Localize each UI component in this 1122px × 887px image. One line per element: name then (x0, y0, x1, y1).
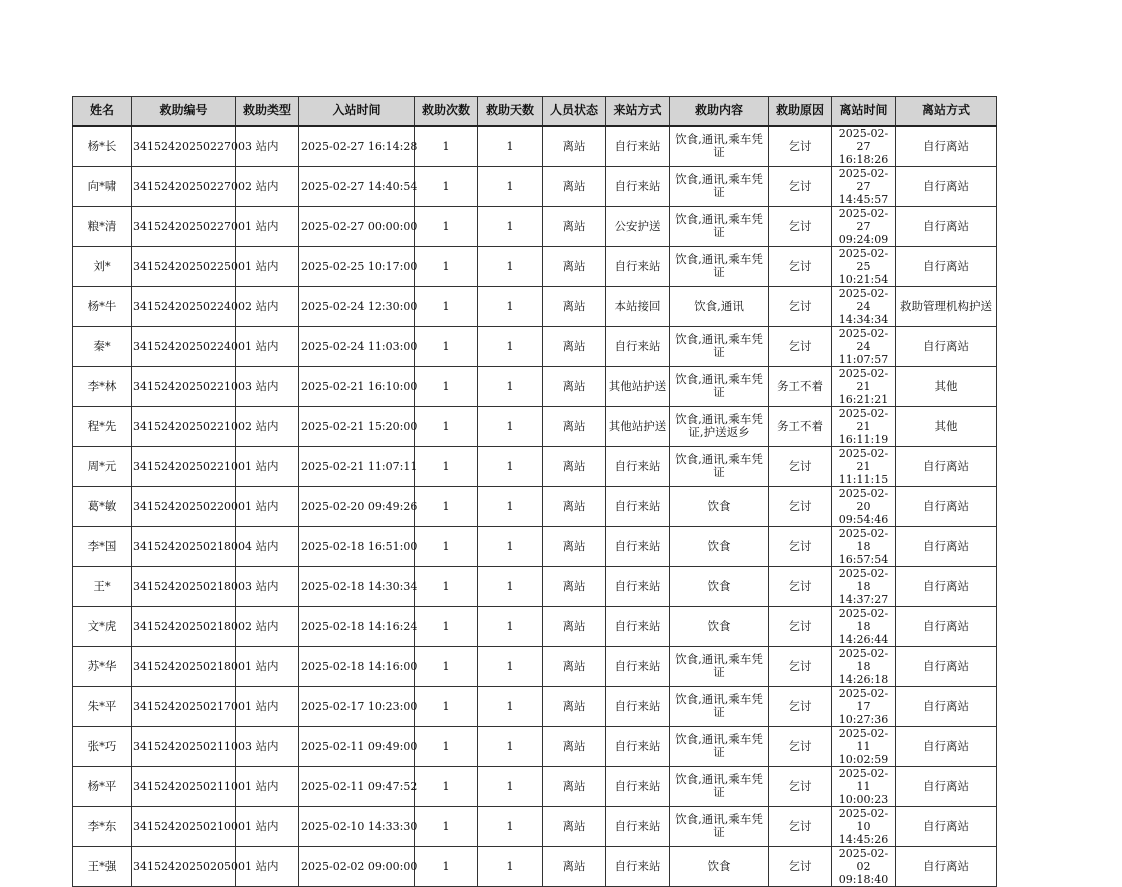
cell-name: 杨*平 (73, 766, 132, 806)
header-rescue-content: 救助内容 (670, 97, 769, 126)
cell-rescue-reason: 乞讨 (769, 566, 832, 606)
cell-rescue-content: 饮食,通讯,乘车凭证 (670, 766, 769, 806)
cell-rescue-content: 饮食,通讯,乘车凭证 (670, 806, 769, 846)
cell-rescue-type: 站内 (236, 846, 299, 886)
cell-entry-time: 2025-02-18 16:51:00 (299, 526, 415, 566)
cell-person-status: 离站 (543, 766, 606, 806)
cell-person-status: 离站 (543, 246, 606, 286)
cell-rescue-id: 34152420250210001 (132, 806, 236, 846)
cell-rescue-type: 站内 (236, 326, 299, 366)
cell-rescue-count: 1 (415, 246, 478, 286)
cell-person-status: 离站 (543, 566, 606, 606)
cell-rescue-type: 站内 (236, 166, 299, 206)
cell-person-status: 离站 (543, 166, 606, 206)
cell-leave-method: 自行离站 (896, 606, 997, 646)
cell-leave-method: 自行离站 (896, 686, 997, 726)
cell-person-status: 离站 (543, 846, 606, 886)
cell-rescue-reason: 乞讨 (769, 126, 832, 167)
table-row (73, 246, 997, 286)
cell-rescue-content: 饮食,通讯,乘车凭证 (670, 206, 769, 246)
cell-name: 程*先 (73, 406, 132, 446)
cell-arrival-method: 其他站护送 (606, 366, 670, 406)
cell-rescue-id: 34152420250218003 (132, 566, 236, 606)
cell-rescue-count: 1 (415, 726, 478, 766)
cell-rescue-count: 1 (415, 486, 478, 526)
cell-arrival-method: 自行来站 (606, 766, 670, 806)
cell-entry-time: 2025-02-25 10:17:00 (299, 246, 415, 286)
cell-person-status: 离站 (543, 486, 606, 526)
cell-rescue-content: 饮食,通讯,乘车凭证 (670, 126, 769, 167)
cell-arrival-method: 自行来站 (606, 646, 670, 686)
cell-person-status: 离站 (543, 606, 606, 646)
cell-leave-time: 2025-02-18 16:57:54 (832, 526, 896, 566)
cell-rescue-count: 1 (415, 526, 478, 566)
cell-rescue-type: 站内 (236, 526, 299, 566)
cell-leave-time: 2025-02-18 14:26:18 (832, 646, 896, 686)
cell-arrival-method: 自行来站 (606, 606, 670, 646)
cell-arrival-method: 自行来站 (606, 726, 670, 766)
cell-leave-method: 自行离站 (896, 206, 997, 246)
cell-rescue-reason: 乞讨 (769, 726, 832, 766)
cell-rescue-days: 1 (478, 366, 543, 406)
cell-rescue-id: 34152420250224001 (132, 326, 236, 366)
cell-name: 周*元 (73, 446, 132, 486)
cell-leave-time: 2025-02-02 09:18:40 (832, 846, 896, 886)
cell-rescue-content: 饮食,通讯,乘车凭证 (670, 686, 769, 726)
table-row (73, 526, 997, 566)
cell-leave-time: 2025-02-24 14:34:34 (832, 286, 896, 326)
cell-rescue-days: 1 (478, 766, 543, 806)
cell-rescue-count: 1 (415, 126, 478, 167)
cell-leave-method: 自行离站 (896, 126, 997, 167)
cell-leave-method: 自行离站 (896, 806, 997, 846)
cell-name: 刘* (73, 246, 132, 286)
cell-rescue-type: 站内 (236, 646, 299, 686)
cell-person-status: 离站 (543, 326, 606, 366)
cell-rescue-days: 1 (478, 126, 543, 167)
cell-rescue-content: 饮食,通讯 (670, 286, 769, 326)
cell-leave-method: 自行离站 (896, 326, 997, 366)
cell-rescue-content: 饮食,通讯,乘车凭证 (670, 646, 769, 686)
table-row (73, 766, 997, 806)
cell-leave-method: 自行离站 (896, 726, 997, 766)
cell-rescue-content: 饮食,通讯,乘车凭证 (670, 366, 769, 406)
cell-rescue-reason: 乞讨 (769, 766, 832, 806)
cell-rescue-reason: 乞讨 (769, 686, 832, 726)
table-row (73, 566, 997, 606)
cell-rescue-id: 34152420250205001 (132, 846, 236, 886)
cell-rescue-type: 站内 (236, 766, 299, 806)
cell-entry-time: 2025-02-18 14:30:34 (299, 566, 415, 606)
cell-leave-method: 自行离站 (896, 166, 997, 206)
cell-rescue-reason: 乞讨 (769, 526, 832, 566)
cell-rescue-count: 1 (415, 846, 478, 886)
cell-rescue-count: 1 (415, 166, 478, 206)
cell-rescue-id: 34152420250220001 (132, 486, 236, 526)
cell-rescue-content: 饮食,通讯,乘车凭证 (670, 446, 769, 486)
cell-rescue-count: 1 (415, 406, 478, 446)
cell-entry-time: 2025-02-18 14:16:00 (299, 646, 415, 686)
cell-leave-method: 自行离站 (896, 486, 997, 526)
cell-entry-time: 2025-02-27 16:14:28 (299, 126, 415, 167)
cell-rescue-count: 1 (415, 366, 478, 406)
cell-rescue-type: 站内 (236, 246, 299, 286)
cell-rescue-reason: 乞讨 (769, 166, 832, 206)
cell-leave-time: 2025-02-27 14:45:57 (832, 166, 896, 206)
cell-name: 杨*牛 (73, 286, 132, 326)
cell-rescue-days: 1 (478, 606, 543, 646)
table-row (73, 166, 997, 206)
cell-person-status: 离站 (543, 526, 606, 566)
cell-leave-method: 自行离站 (896, 766, 997, 806)
cell-person-status: 离站 (543, 286, 606, 326)
table-body (73, 126, 997, 887)
cell-arrival-method: 自行来站 (606, 846, 670, 886)
cell-leave-method: 自行离站 (896, 646, 997, 686)
cell-rescue-type: 站内 (236, 566, 299, 606)
header-rescue-count: 救助次数 (415, 97, 478, 126)
cell-rescue-id: 34152420250218001 (132, 646, 236, 686)
cell-rescue-reason: 务工不着 (769, 366, 832, 406)
table-header-row (73, 97, 997, 126)
cell-rescue-reason: 乞讨 (769, 446, 832, 486)
cell-rescue-days: 1 (478, 166, 543, 206)
cell-leave-time: 2025-02-24 11:07:57 (832, 326, 896, 366)
cell-entry-time: 2025-02-21 16:10:00 (299, 366, 415, 406)
cell-leave-time: 2025-02-21 16:11:19 (832, 406, 896, 446)
cell-rescue-days: 1 (478, 726, 543, 766)
cell-rescue-id: 34152420250227001 (132, 206, 236, 246)
cell-rescue-type: 站内 (236, 206, 299, 246)
cell-rescue-content: 饮食 (670, 566, 769, 606)
cell-rescue-type: 站内 (236, 366, 299, 406)
cell-leave-time: 2025-02-25 10:21:54 (832, 246, 896, 286)
cell-entry-time: 2025-02-27 14:40:54 (299, 166, 415, 206)
cell-rescue-id: 34152420250218004 (132, 526, 236, 566)
cell-rescue-reason: 乞讨 (769, 326, 832, 366)
table-row (73, 446, 997, 486)
table-row (73, 846, 997, 886)
cell-leave-method: 自行离站 (896, 526, 997, 566)
cell-rescue-content: 饮食 (670, 486, 769, 526)
cell-name: 王*强 (73, 846, 132, 886)
header-arrival-method: 来站方式 (606, 97, 670, 126)
cell-rescue-count: 1 (415, 686, 478, 726)
cell-arrival-method: 本站接回 (606, 286, 670, 326)
cell-person-status: 离站 (543, 406, 606, 446)
cell-rescue-count: 1 (415, 206, 478, 246)
cell-entry-time: 2025-02-11 09:49:00 (299, 726, 415, 766)
cell-leave-method: 自行离站 (896, 446, 997, 486)
cell-rescue-count: 1 (415, 646, 478, 686)
cell-leave-time: 2025-02-18 14:37:27 (832, 566, 896, 606)
cell-arrival-method: 自行来站 (606, 486, 670, 526)
cell-arrival-method: 自行来站 (606, 166, 670, 206)
cell-rescue-days: 1 (478, 846, 543, 886)
cell-arrival-method: 公安护送 (606, 206, 670, 246)
cell-leave-time: 2025-02-27 16:18:26 (832, 126, 896, 167)
header-rescue-type: 救助类型 (236, 97, 299, 126)
rescue-records-table (72, 96, 997, 887)
cell-entry-time: 2025-02-11 09:47:52 (299, 766, 415, 806)
cell-entry-time: 2025-02-20 09:49:26 (299, 486, 415, 526)
cell-rescue-type: 站内 (236, 486, 299, 526)
cell-rescue-type: 站内 (236, 606, 299, 646)
cell-arrival-method: 自行来站 (606, 326, 670, 366)
cell-rescue-id: 34152420250227003 (132, 126, 236, 167)
table-row (73, 726, 997, 766)
cell-rescue-id: 34152420250217001 (132, 686, 236, 726)
cell-rescue-days: 1 (478, 406, 543, 446)
header-entry-time: 入站时间 (299, 97, 415, 126)
cell-rescue-days: 1 (478, 246, 543, 286)
cell-leave-method: 其他 (896, 366, 997, 406)
cell-rescue-reason: 乞讨 (769, 246, 832, 286)
cell-rescue-content: 饮食,通讯,乘车凭证 (670, 326, 769, 366)
cell-rescue-reason: 乞讨 (769, 806, 832, 846)
cell-rescue-days: 1 (478, 206, 543, 246)
cell-leave-time: 2025-02-20 09:54:46 (832, 486, 896, 526)
cell-rescue-count: 1 (415, 326, 478, 366)
cell-leave-method: 自行离站 (896, 846, 997, 886)
cell-rescue-content: 饮食,通讯,乘车凭证,护送返乡 (670, 406, 769, 446)
cell-rescue-days: 1 (478, 646, 543, 686)
cell-entry-time: 2025-02-02 09:00:00 (299, 846, 415, 886)
cell-name: 秦* (73, 326, 132, 366)
cell-leave-method: 其他 (896, 406, 997, 446)
cell-rescue-content: 饮食,通讯,乘车凭证 (670, 166, 769, 206)
cell-arrival-method: 自行来站 (606, 566, 670, 606)
cell-entry-time: 2025-02-18 14:16:24 (299, 606, 415, 646)
header-rescue-reason: 救助原因 (769, 97, 832, 126)
table-row (73, 806, 997, 846)
cell-leave-time: 2025-02-10 14:45:26 (832, 806, 896, 846)
table-row (73, 286, 997, 326)
cell-rescue-days: 1 (478, 566, 543, 606)
cell-person-status: 离站 (543, 686, 606, 726)
cell-person-status: 离站 (543, 206, 606, 246)
cell-name: 向*啸 (73, 166, 132, 206)
cell-rescue-id: 34152420250221001 (132, 446, 236, 486)
cell-leave-time: 2025-02-11 10:00:23 (832, 766, 896, 806)
cell-leave-time: 2025-02-18 14:26:44 (832, 606, 896, 646)
cell-leave-time: 2025-02-27 09:24:09 (832, 206, 896, 246)
cell-rescue-count: 1 (415, 766, 478, 806)
cell-rescue-days: 1 (478, 526, 543, 566)
cell-name: 李*东 (73, 806, 132, 846)
table-row (73, 406, 997, 446)
cell-rescue-type: 站内 (236, 446, 299, 486)
cell-entry-time: 2025-02-27 00:00:00 (299, 206, 415, 246)
header-rescue-days: 救助天数 (478, 97, 543, 126)
cell-rescue-content: 饮食 (670, 606, 769, 646)
cell-name: 文*虎 (73, 606, 132, 646)
cell-rescue-days: 1 (478, 486, 543, 526)
cell-entry-time: 2025-02-24 11:03:00 (299, 326, 415, 366)
cell-arrival-method: 其他站护送 (606, 406, 670, 446)
cell-rescue-id: 34152420250224002 (132, 286, 236, 326)
cell-name: 苏*华 (73, 646, 132, 686)
cell-arrival-method: 自行来站 (606, 806, 670, 846)
cell-rescue-days: 1 (478, 286, 543, 326)
cell-rescue-id: 34152420250211001 (132, 766, 236, 806)
cell-rescue-count: 1 (415, 566, 478, 606)
cell-rescue-id: 34152420250221003 (132, 366, 236, 406)
cell-rescue-reason: 乞讨 (769, 486, 832, 526)
header-name: 姓名 (73, 97, 132, 126)
cell-name: 王* (73, 566, 132, 606)
cell-person-status: 离站 (543, 646, 606, 686)
cell-rescue-days: 1 (478, 326, 543, 366)
table-row (73, 126, 997, 167)
cell-rescue-reason: 务工不着 (769, 406, 832, 446)
cell-name: 李*国 (73, 526, 132, 566)
cell-rescue-count: 1 (415, 806, 478, 846)
cell-rescue-id: 34152420250221002 (132, 406, 236, 446)
cell-person-status: 离站 (543, 806, 606, 846)
cell-rescue-days: 1 (478, 686, 543, 726)
cell-rescue-count: 1 (415, 606, 478, 646)
cell-rescue-content: 饮食,通讯,乘车凭证 (670, 246, 769, 286)
cell-name: 张*巧 (73, 726, 132, 766)
cell-rescue-type: 站内 (236, 726, 299, 766)
cell-arrival-method: 自行来站 (606, 526, 670, 566)
cell-rescue-type: 站内 (236, 406, 299, 446)
cell-rescue-type: 站内 (236, 286, 299, 326)
cell-arrival-method: 自行来站 (606, 446, 670, 486)
table-row (73, 326, 997, 366)
cell-rescue-id: 34152420250218002 (132, 606, 236, 646)
cell-entry-time: 2025-02-21 15:20:00 (299, 406, 415, 446)
table-row (73, 686, 997, 726)
cell-name: 粮*清 (73, 206, 132, 246)
cell-entry-time: 2025-02-24 12:30:00 (299, 286, 415, 326)
cell-person-status: 离站 (543, 126, 606, 167)
cell-rescue-type: 站内 (236, 126, 299, 167)
cell-rescue-type: 站内 (236, 686, 299, 726)
cell-name: 李*林 (73, 366, 132, 406)
cell-leave-method: 救助管理机构护送 (896, 286, 997, 326)
table-row (73, 486, 997, 526)
cell-rescue-id: 34152420250211003 (132, 726, 236, 766)
header-leave-method: 离站方式 (896, 97, 997, 126)
header-rescue-id: 救助编号 (132, 97, 236, 126)
table-row (73, 366, 997, 406)
cell-rescue-reason: 乞讨 (769, 646, 832, 686)
cell-leave-method: 自行离站 (896, 246, 997, 286)
cell-entry-time: 2025-02-17 10:23:00 (299, 686, 415, 726)
cell-name: 杨*长 (73, 126, 132, 167)
cell-leave-time: 2025-02-11 10:02:59 (832, 726, 896, 766)
cell-leave-time: 2025-02-21 16:21:21 (832, 366, 896, 406)
cell-leave-time: 2025-02-21 11:11:15 (832, 446, 896, 486)
cell-arrival-method: 自行来站 (606, 686, 670, 726)
cell-rescue-content: 饮食,通讯,乘车凭证 (670, 726, 769, 766)
cell-person-status: 离站 (543, 366, 606, 406)
cell-rescue-days: 1 (478, 806, 543, 846)
cell-entry-time: 2025-02-10 14:33:30 (299, 806, 415, 846)
cell-rescue-id: 34152420250227002 (132, 166, 236, 206)
cell-person-status: 离站 (543, 726, 606, 766)
cell-rescue-reason: 乞讨 (769, 606, 832, 646)
cell-person-status: 离站 (543, 446, 606, 486)
cell-rescue-days: 1 (478, 446, 543, 486)
cell-rescue-count: 1 (415, 286, 478, 326)
cell-rescue-count: 1 (415, 446, 478, 486)
header-leave-time: 离站时间 (832, 97, 896, 126)
cell-name: 朱*平 (73, 686, 132, 726)
table-row (73, 206, 997, 246)
cell-entry-time: 2025-02-21 11:07:11 (299, 446, 415, 486)
cell-rescue-reason: 乞讨 (769, 846, 832, 886)
cell-name: 葛*敏 (73, 486, 132, 526)
cell-rescue-reason: 乞讨 (769, 206, 832, 246)
header-person-status: 人员状态 (543, 97, 606, 126)
table-row (73, 646, 997, 686)
rescue-records-sheet (72, 96, 997, 887)
cell-rescue-content: 饮食 (670, 846, 769, 886)
cell-rescue-content: 饮食 (670, 526, 769, 566)
cell-rescue-reason: 乞讨 (769, 286, 832, 326)
table-row (73, 606, 997, 646)
cell-arrival-method: 自行来站 (606, 246, 670, 286)
cell-rescue-id: 34152420250225001 (132, 246, 236, 286)
cell-leave-method: 自行离站 (896, 566, 997, 606)
cell-rescue-type: 站内 (236, 806, 299, 846)
cell-leave-time: 2025-02-17 10:27:36 (832, 686, 896, 726)
cell-arrival-method: 自行来站 (606, 126, 670, 167)
